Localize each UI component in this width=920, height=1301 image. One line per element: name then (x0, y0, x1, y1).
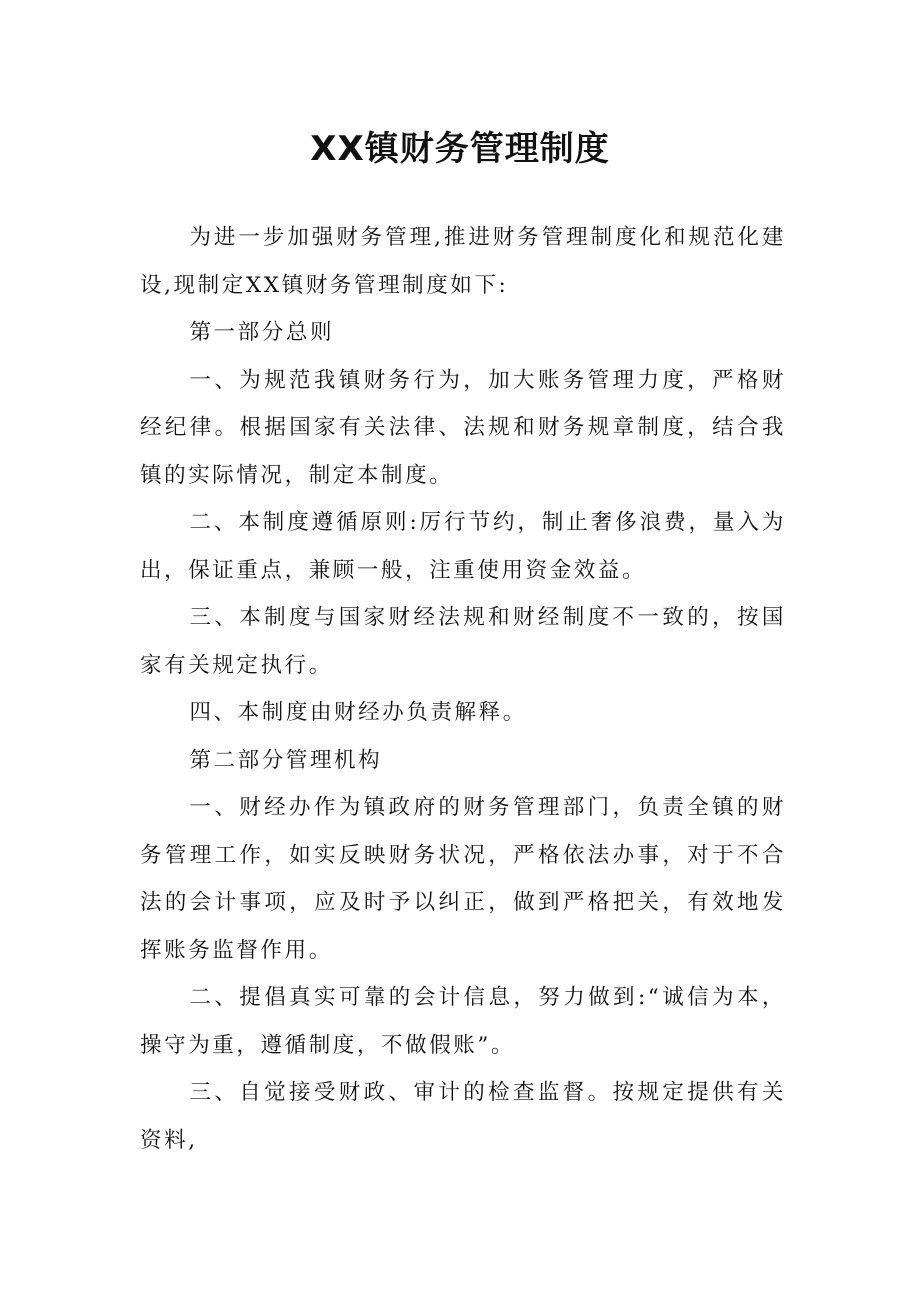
paragraph: 一、为规范我镇财务行为，加大账务管理力度，严格财经纪律。根据国家有关法律、法规和财务规章制度，结合我镇的实际情况，制定本制度。 (140, 367, 786, 488)
paragraph: 二、本制度遵循原则:厉行节约，制止奢侈浪费，量入为出，保证重点，兼顾一般，注重使用资金效益。 (140, 510, 786, 583)
paragraph: 四、本制度由财经办负责解释。 (189, 700, 527, 725)
section-heading-general-provisions: 第一部分总则 (189, 320, 335, 345)
paragraph: 三、自觉接受财政、审计的检查监督。按规定提供有关资料, (140, 1080, 786, 1153)
document-body (140, 214, 786, 1164)
intro-paragraph: 为进一步加强财务管理,推进财务管理制度化和规范化建设,现制定XX镇财务管理制度如下: (140, 225, 786, 298)
section-heading-management-body: 第二部分管理机构 (189, 747, 383, 773)
paragraph: 三、本制度与国家财经法规和财经制度不一致的，按国家有关规定执行。 (140, 605, 786, 678)
paragraph: 一、财经办作为镇政府的财务管理部门，负责全镇的财务管理工作，如实反映财务状况，严格依法办事，对于不合法的会计事项，应及时予以纠正，做到严格把关，有效地发挥账务监督作用。 (140, 795, 786, 963)
paragraph: 二、提倡真实可靠的会计信息，努力做到:“诚信为本，操守为重，遵循制度，不做假账”。 (140, 985, 786, 1058)
document-title: XX镇财务管理制度 (310, 129, 610, 169)
